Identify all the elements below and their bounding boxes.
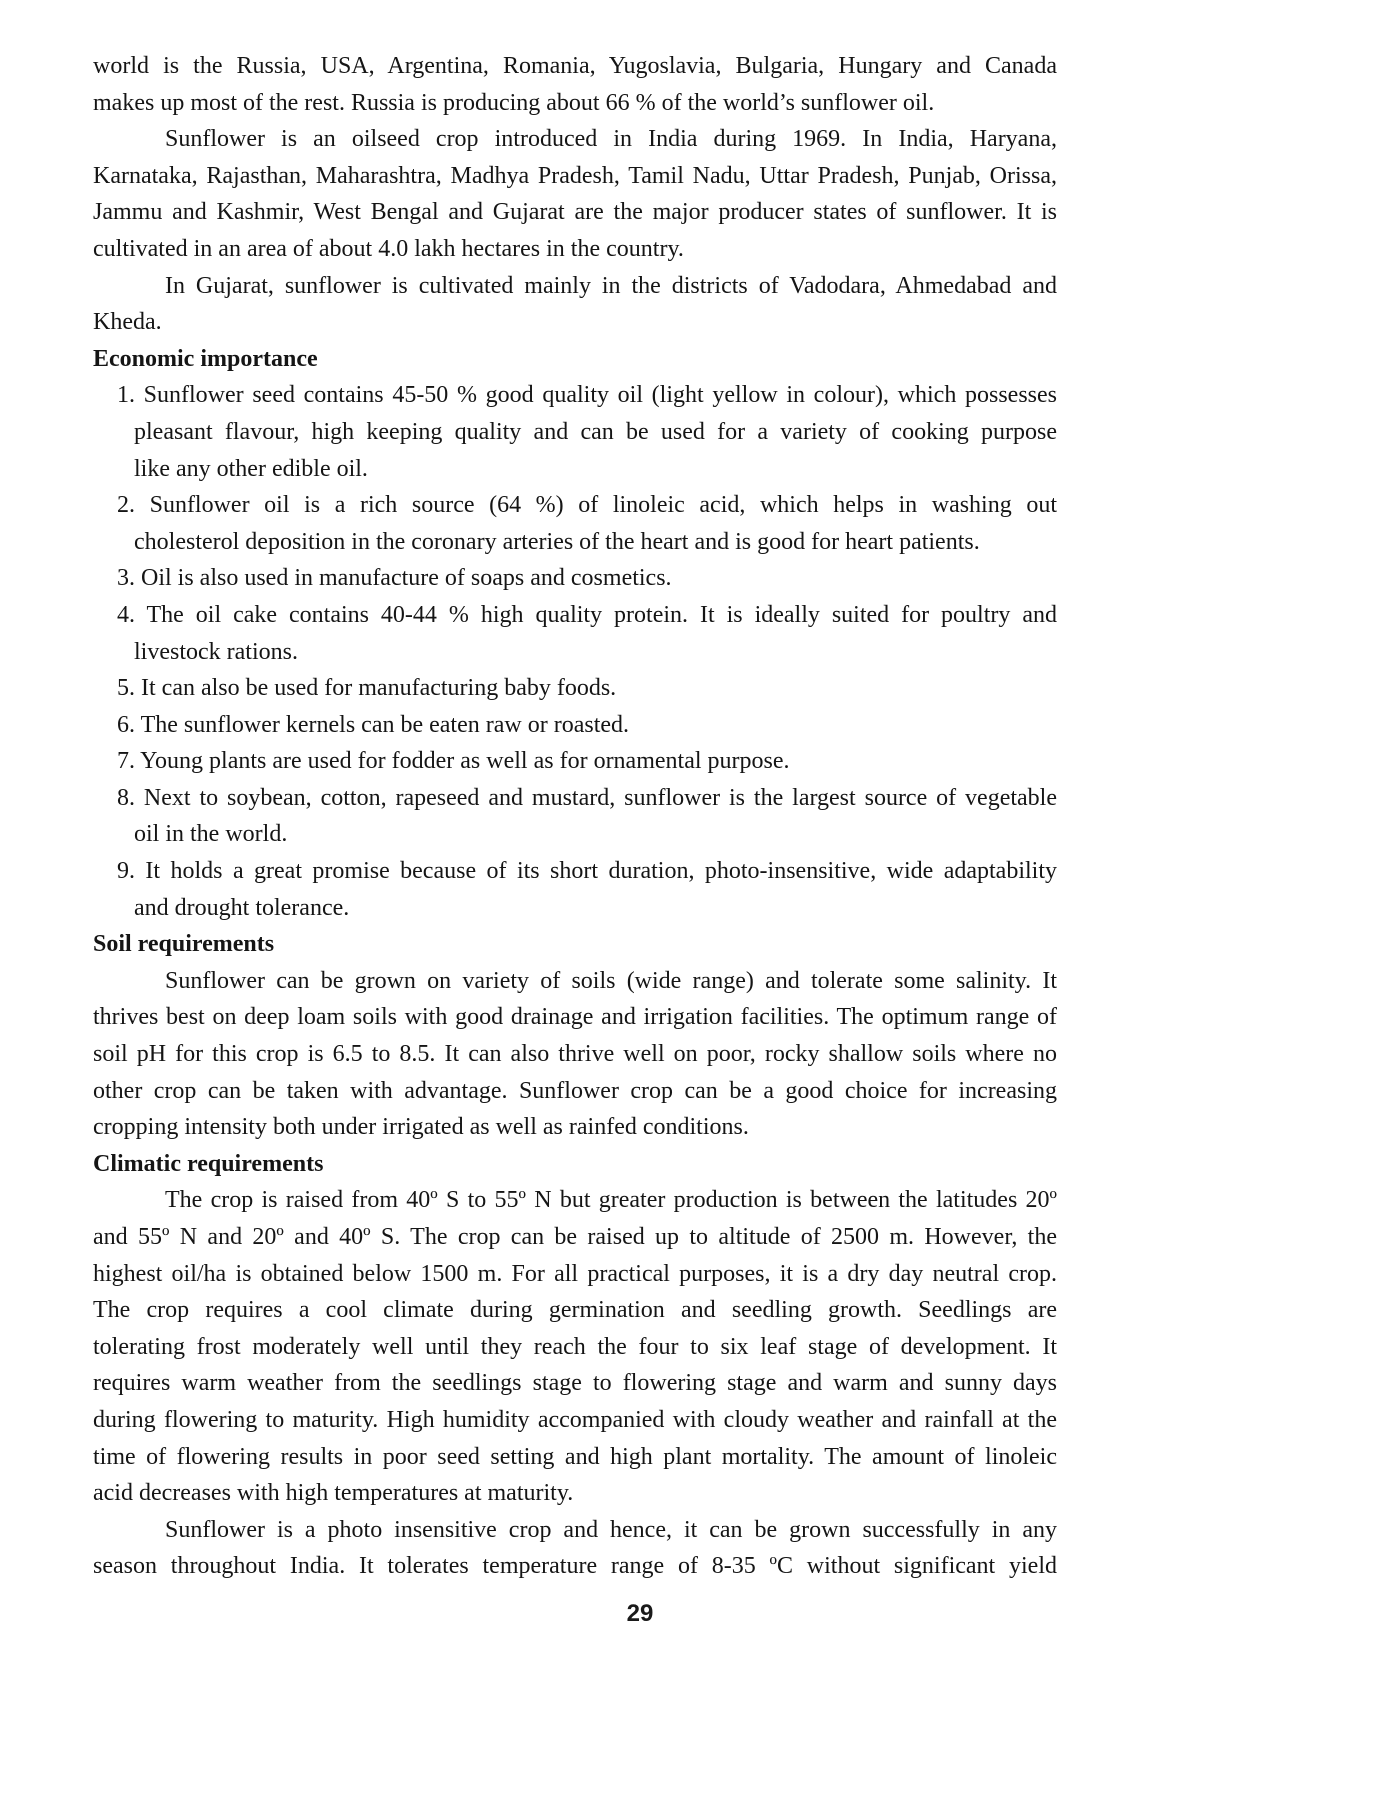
paragraph-line: The crop requires a cool climate during germination and seedling growth. Seedlings are bbox=[93, 1297, 1057, 1324]
list-item-line: cholesterol deposition in the coronary arteries of the heart and is good for heart patients. bbox=[134, 528, 980, 555]
paragraph-line: other crop can be taken with advantage. Sunflower crop can be a good choice for increasing bbox=[93, 1077, 1057, 1104]
paragraph-line: time of flowering results in poor seed setting and high plant mortality. The amount of linoleic bbox=[93, 1443, 1057, 1470]
list-item-line: 3. Oil is also used in manufacture of soaps and cosmetics. bbox=[117, 565, 672, 592]
section-heading: Climatic requirements bbox=[93, 1150, 324, 1177]
list-item-line: like any other edible oil. bbox=[134, 455, 368, 482]
list-item-line: 1. Sunflower seed contains 45-50 % good quality oil (light yellow in colour), which possesses bbox=[117, 382, 1057, 409]
list-item-line: 8. Next to soybean, cotton, rapeseed and mustard, sunflower is the largest source of vegetable bbox=[117, 784, 1057, 811]
paragraph-line: world is the Russia, USA, Argentina, Romania, Yugoslavia, Bulgaria, Hungary and Canada bbox=[93, 53, 1057, 79]
paragraph-line: acid decreases with high temperatures at maturity. bbox=[93, 1480, 574, 1507]
paragraph-line: In Gujarat, sunflower is cultivated mainly in the districts of Vadodara, Ahmedabad and bbox=[165, 272, 1057, 299]
paragraph-line: thrives best on deep loam soils with good drainage and irrigation facilities. The optimum range of bbox=[93, 1004, 1057, 1031]
paragraph-line: during flowering to maturity. High humidity accompanied with cloudy weather and rainfall at the bbox=[93, 1406, 1057, 1433]
paragraph-line: cropping intensity both under irrigated as well as rainfed conditions. bbox=[93, 1114, 749, 1141]
document-content bbox=[93, 48, 1057, 1585]
list-item-line: 5. It can also be used for manufacturing baby foods. bbox=[117, 675, 617, 702]
list-item-line: 4. The oil cake contains 40-44 % high quality protein. It is ideally suited for poultry and bbox=[117, 601, 1057, 628]
paragraph-line: season throughout India. It tolerates temperature range of 8-35 ºC without significant yield bbox=[93, 1553, 1057, 1580]
paragraph-line: tolerating frost moderately well until they reach the four to six leaf stage of development. It bbox=[93, 1333, 1057, 1360]
list-item-line: 9. It holds a great promise because of its short duration, photo-insensitive, wide adaptability bbox=[117, 858, 1057, 885]
paragraph-line: requires warm weather from the seedlings stage to flowering stage and warm and sunny days bbox=[93, 1370, 1057, 1397]
paragraph-line: The crop is raised from 40º S to 55º N but greater production is between the latitudes 20º bbox=[165, 1187, 1057, 1214]
paragraph-line: Jammu and Kashmir, West Bengal and Gujarat are the major producer states of sunflower. It is bbox=[93, 199, 1057, 226]
paragraph-line: Sunflower can be grown on variety of soils (wide range) and tolerate some salinity. It bbox=[165, 967, 1057, 994]
list-item-line: pleasant flavour, high keeping quality and can be used for a variety of cooking purpose bbox=[134, 418, 1057, 445]
list-item-line: 6. The sunflower kernels can be eaten raw or roasted. bbox=[117, 711, 630, 738]
list-item-line: oil in the world. bbox=[134, 821, 288, 848]
paragraph-line: Sunflower is an oilseed crop introduced in India during 1969. In India, Haryana, bbox=[165, 126, 1057, 153]
paragraph-line: cultivated in an area of about 4.0 lakh hectares in the country. bbox=[93, 235, 684, 262]
list-item-line: and drought tolerance. bbox=[134, 894, 350, 921]
list-item-line: livestock rations. bbox=[134, 638, 298, 665]
paragraph-line: Karnataka, Rajasthan, Maharashtra, Madhya Pradesh, Tamil Nadu, Uttar Pradesh, Punjab, Orissa, bbox=[93, 162, 1057, 189]
paragraph-line: makes up most of the rest. Russia is producing about 66 % of the world’s sunflower oil. bbox=[93, 89, 935, 116]
paragraph-line: highest oil/ha is obtained below 1500 m. For all practical purposes, it is a dry day neutral crop. bbox=[93, 1260, 1057, 1287]
paragraph-line: Kheda. bbox=[93, 309, 162, 336]
paragraph-line: and 55º N and 20º and 40º S. The crop can be raised up to altitude of 2500 m. However, the bbox=[93, 1224, 1057, 1250]
list-item-line: 7. Young plants are used for fodder as well as for ornamental purpose. bbox=[117, 748, 790, 775]
list-item-line: 2. Sunflower oil is a rich source (64 %) of linoleic acid, which helps in washing out bbox=[117, 492, 1057, 519]
page-number: 29 bbox=[626, 1600, 654, 1627]
section-heading: Economic importance bbox=[93, 345, 318, 372]
paragraph-line: soil pH for this crop is 6.5 to 8.5. It can also thrive well on poor, rocky shallow soils where no bbox=[93, 1041, 1057, 1068]
paragraph-line: Sunflower is a photo insensitive crop and hence, it can be grown successfully in any bbox=[165, 1516, 1057, 1543]
section-heading: Soil requirements bbox=[93, 931, 275, 958]
